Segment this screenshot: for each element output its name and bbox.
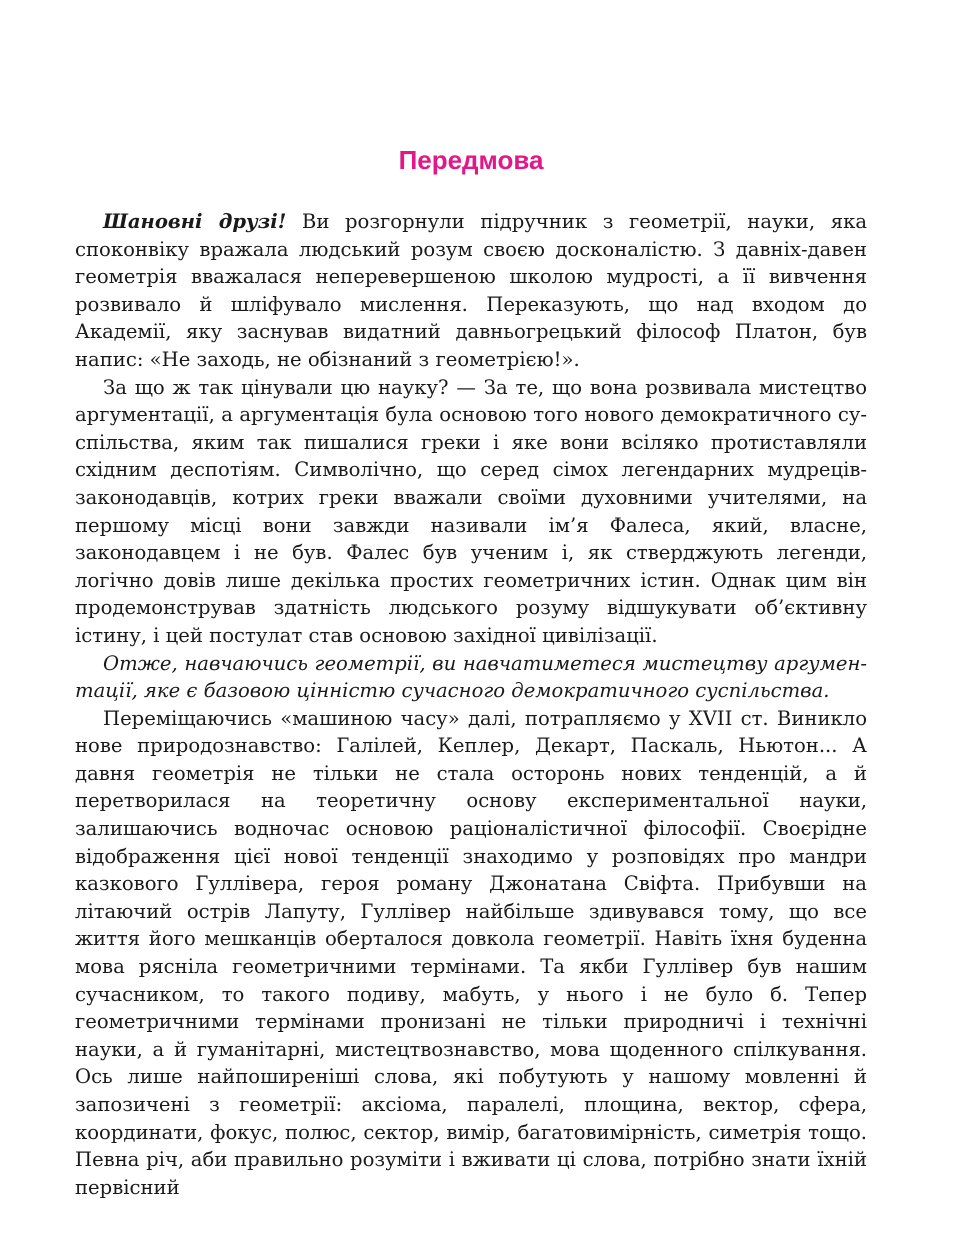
page-content [75,140,867,1201]
page-title: Передмова [398,145,544,175]
paragraph-3-emphasis: Отже, навчаючись геометрії, ви навчатиметеся мистецтву аргументації, яке є базовою цінністю сучасного демократичного суспільства. [75,651,867,703]
paragraph-4: Переміщаючись «машиною часу» далі, потрапляємо у XVII ст. Виникло нове природознавство: Галілей, Кеплер, Декарт, Паскаль, Ньютон... А давня геометрія не тільки не стала осторонь нових тенденцій, а й перетворилася на теоретичну основу експериментальної науки, залишаючись водночас основою раціоналістичної філософії. Своєрідне відображення цієї нової тенденції знаходимо у розповідях про мандри казкового Гуллівера, героя роману Джонатана Свіфта. Прибувши на літаючий острів Лапуту, Гуллівер найбільше здивувався тому, що все життя його мешканців оберталося довкола геометрії. Навіть їхня буденна мова рясніла геометричними термінами. Та якби Гуллівер був нашим сучасником, то такого подиву, мабуть, у нього і не було б. Тепер геометричними термінами пронизані не тільки природничі і технічні науки, а й гуманітарні, мистецтвознавство, мова щоденного спілкування. Ось лише найпоширеніші слова, які побутують у нашому мовленні й запозичені з геометрії: аксіома, паралелі, площина, вектор, сфера, координати, фокус, полюс, сектор, вимір, багатовимірність, симетрія тощо. Певна річ, аби правильно розуміти і вживати ці слова, потрібно знати їхній первісний [75,706,867,1199]
paragraph-2: За що ж так цінували цю науку? — За те, що вона розвивала мистецтво аргументації, а аргументація була основою того нового демократичного суспільства, яким так пишалися греки і яке вони всіляко протиставляли східним деспотіям. Символічно, що серед сімох легендарних мудреців-законодавців, котрих греки вважали своїми духовними учителями, на першому місці вони завжди називали ім’я Фалеса, який, власне, законодавцем і не був. Фалес був ученим і, як стверджують легенди, логічно довів лише декілька простих геометричних істин. Однак цим він продемонстрував здатність людського розуму відшукувати об’єктивну істину, і цей постулат став основою західної цивілізації. [75,375,867,647]
paragraph-1 [75,208,867,374]
greeting-lead: Шановні друзі! [103,210,287,233]
paragraph-1-text: Ви розгорнули підручник з геометрії, науки, яка споконвіку вражала людський розум своєю досконалістю. З давніх-давен геометрія вважалася неперевершеною школою мудрості, а її вивчення розвивало й шліфувало мислення. Переказують, що над входом до Академії, яку заснував видатний давньогрецький філософ Платон, був напис: «Не заходь, не обізнаний з геометрією!». [75,210,867,371]
